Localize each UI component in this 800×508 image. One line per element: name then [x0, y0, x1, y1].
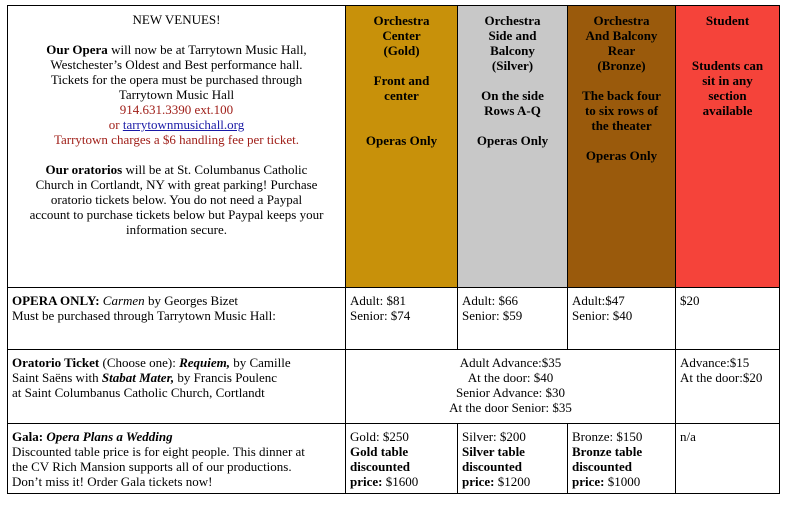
price-value: $1200 [494, 474, 531, 489]
header-line: Orchestra [484, 13, 541, 28]
opera-venue-text: Westchester’s Oldest and Best performance hall. [50, 57, 303, 72]
opera-silver-price-cell [458, 288, 568, 350]
header-row [8, 6, 780, 288]
opera-venue-text: Tarrytown Music Hall [118, 87, 235, 102]
price-line: At the door: $40 [467, 370, 554, 385]
gala-student-cell [676, 424, 780, 494]
price-line: Senior: $74 [350, 308, 411, 323]
header-line: section [708, 88, 747, 103]
gala-label: Gala: [12, 429, 47, 444]
header-line: Front and [373, 73, 430, 88]
opera-row [8, 288, 780, 350]
oratorio-student-price-cell [676, 350, 780, 424]
price-line: Adult: $81 [350, 293, 406, 308]
opera-composer: by Georges Bizet [144, 293, 238, 308]
header-line: Side and [488, 28, 537, 43]
price-line: discounted [462, 459, 522, 474]
opera-bronze-price-cell [568, 288, 676, 350]
bronze-section-header [568, 6, 676, 288]
price-line: n/a [680, 429, 696, 444]
header-line: On the side [481, 88, 544, 103]
header-line: the theater [591, 118, 652, 133]
student-section-header [676, 6, 780, 288]
price-value: $1000 [604, 474, 641, 489]
oratorio-venue-text: will be at St. Columbanus Catholic [122, 162, 308, 177]
gala-bronze-cell [568, 424, 676, 494]
price-line: Bronze: $150 [572, 429, 643, 444]
price-line: Gold table [350, 444, 409, 459]
gold-section-header [346, 6, 458, 288]
opera-title: Carmen [102, 293, 145, 308]
price-line: Senior Advance: $30 [455, 385, 566, 400]
price-line: Adult Advance:$35 [459, 355, 562, 370]
oratorio-work-title: Stabat Mater, [101, 370, 175, 385]
header-line: And Balcony [585, 28, 658, 43]
price-label: price: [572, 474, 605, 489]
header-line: (Silver) [491, 58, 534, 73]
gala-title: Opera Plans a Wedding [46, 429, 173, 444]
header-line: sit in any [702, 73, 753, 88]
price-line: discounted [350, 459, 410, 474]
price-line: At the door:$20 [680, 370, 763, 385]
opera-venue-text: Tickets for the opera must be purchased through [50, 72, 303, 87]
oratorio-venue-text: account to purchase tickets below but Paypal keeps your [29, 207, 324, 222]
gala-description-cell [8, 424, 346, 494]
opera-only-label: OPERA ONLY: [12, 293, 100, 308]
header-line: Orchestra [593, 13, 650, 28]
price-line: Adult: $66 [462, 293, 518, 308]
oratorio-text: by Camille [229, 355, 291, 370]
opera-purchase-note: Must be purchased through Tarrytown Music Hall: [12, 308, 276, 323]
header-line: Center [382, 28, 421, 43]
venue-info-cell [8, 6, 346, 288]
header-line: Rows A-Q [484, 103, 541, 118]
phone-number: 914.631.3390 ext.100 [119, 102, 234, 117]
gala-text: the CV Rich Mansion supports all of our productions. [12, 459, 292, 474]
price-line: Senior: $59 [462, 308, 523, 323]
oratorio-venue-text: information secure. [125, 222, 228, 237]
price-value: $1600 [382, 474, 419, 489]
price-line: discounted [572, 459, 632, 474]
price-line: Advance:$15 [680, 355, 750, 370]
tarrytown-link[interactable]: tarrytownmusichall.org [122, 117, 245, 132]
ticket-table [7, 5, 780, 494]
oratorio-text: at Saint Columbanus Catholic Church, Cortlandt [12, 385, 265, 400]
header-line: Balcony [490, 43, 535, 58]
price-label: price: [462, 474, 495, 489]
header-line: center [384, 88, 419, 103]
gala-text: Discounted table price is for eight people. This dinner at [12, 444, 305, 459]
handling-fee-note: Tarrytown charges a $6 handling fee per ticket. [53, 132, 300, 147]
header-line: Orchestra [373, 13, 430, 28]
gala-silver-cell [458, 424, 568, 494]
price-line: At the door Senior: $35 [449, 400, 572, 415]
header-line: Operas Only [476, 133, 549, 148]
header-line: Operas Only [585, 148, 658, 163]
oratorio-price-cell [346, 350, 676, 424]
header-line: Students can [691, 58, 764, 73]
header-line: Operas Only [365, 133, 438, 148]
oratorio-venue-text: Church in Cortlandt, NY with great parking! Purchase [35, 177, 318, 192]
price-line: Gold: $250 [350, 429, 409, 444]
header-line: Student [705, 13, 750, 28]
oratorio-row [8, 350, 780, 424]
price-line: Senior: $40 [572, 308, 633, 323]
oratorio-work-title: Requiem, [179, 355, 230, 370]
oratorio-ticket-label: Oratorio Ticket [12, 355, 100, 370]
opera-venue-label: Our Opera [46, 42, 108, 57]
gala-gold-cell [346, 424, 458, 494]
oratorio-text: Saint Saëns with [12, 370, 102, 385]
venue-heading: NEW VENUES! [132, 12, 221, 27]
price-label: price: [350, 474, 383, 489]
header-line: to six rows of [584, 103, 659, 118]
header-line: Rear [607, 43, 636, 58]
opera-gold-price-cell [346, 288, 458, 350]
price-line: Adult:$47 [572, 293, 625, 308]
price-line: Silver: $200 [462, 429, 526, 444]
price-line: Silver table [462, 444, 525, 459]
header-line: The back four [582, 88, 661, 103]
gala-text: Don’t miss it! Order Gala tickets now! [12, 474, 213, 489]
oratorio-description-cell [8, 350, 346, 424]
price-line: $20 [680, 293, 700, 308]
opera-student-price-cell [676, 288, 780, 350]
opera-description-cell [8, 288, 346, 350]
silver-section-header [458, 6, 568, 288]
oratorio-text: by Francis Poulenc [174, 370, 278, 385]
header-line: (Gold) [383, 43, 420, 58]
gala-row [8, 424, 780, 494]
oratorio-venue-label: Our oratorios [45, 162, 123, 177]
oratorio-venue-text: oratorio tickets below. You do not need a Paypal [50, 192, 303, 207]
oratorio-text: (Choose one): [99, 355, 180, 370]
price-line: Bronze table [572, 444, 643, 459]
header-line: available [702, 103, 753, 118]
or-text: or [108, 117, 123, 132]
opera-venue-text: will now be at Tarrytown Music Hall, [107, 42, 307, 57]
header-line: (Bronze) [597, 58, 646, 73]
